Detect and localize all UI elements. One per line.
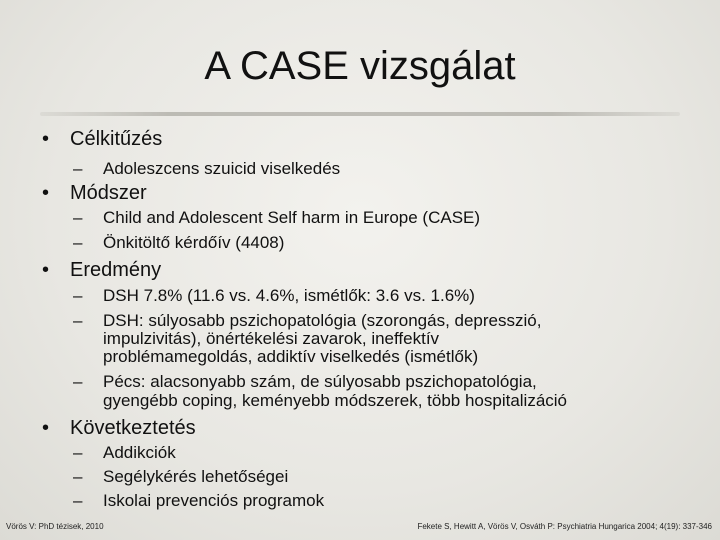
dash-icon: –: [73, 208, 83, 227]
title-divider: [40, 112, 680, 116]
dash-icon: –: [73, 467, 83, 486]
sub-item-text: impulzivitás), önértékelési zavarok, ineffektív: [103, 329, 440, 348]
sub-item-text: gyengébb coping, keményebb módszerek, több hospitalizáció: [103, 391, 568, 410]
section-heading: Módszer: [70, 182, 147, 204]
bullet-icon: •: [42, 128, 50, 150]
sub-item-text: Addikciók: [103, 443, 176, 462]
dash-icon: –: [73, 372, 83, 391]
dash-icon: –: [73, 286, 83, 305]
bullet-icon: •: [42, 259, 50, 281]
dash-icon: –: [73, 159, 83, 178]
sub-item-text: Iskolai prevenciós programok: [103, 491, 325, 510]
sub-item-text: DSH: súlyosabb pszichopatológia (szorongás, depresszió,: [103, 311, 542, 330]
slide-title: A CASE vizsgálat: [204, 44, 516, 88]
bullet-icon: •: [42, 417, 50, 439]
footer-right: Fekete S, Hewitt A, Vörös V, Osváth P: Psychiatria Hungarica 2004; 4(19): 337-346: [417, 522, 712, 531]
sub-item-text: problémamegoldás, addiktív viselkedés (ismétlők): [103, 347, 479, 366]
dash-icon: –: [73, 491, 83, 510]
bullet-icon: •: [42, 182, 50, 204]
dash-icon: –: [73, 233, 83, 252]
sub-item-text: Önkitöltő kérdőív (4408): [103, 233, 285, 252]
dash-icon: –: [73, 311, 83, 330]
sub-item-text: Pécs: alacsonyabb szám, de súlyosabb pszichopatológia,: [103, 372, 537, 391]
section-heading: Célkitűzés: [70, 128, 163, 150]
dash-icon: –: [73, 443, 83, 462]
sub-item-text: DSH 7.8% (11.6 vs. 4.6%, ismétlők: 3.6 vs. 1.6%): [103, 286, 475, 305]
section-heading: Eredmény: [70, 259, 162, 281]
sub-item-text: Segélykérés lehetőségei: [103, 467, 289, 486]
sub-item-text: Adoleszcens szuicid viselkedés: [103, 159, 341, 178]
section-heading: Következtetés: [70, 417, 196, 439]
footer-left: Vörös V: PhD tézisek, 2010: [6, 522, 104, 531]
sub-item-text: Child and Adolescent Self harm in Europe (CASE): [103, 208, 481, 227]
